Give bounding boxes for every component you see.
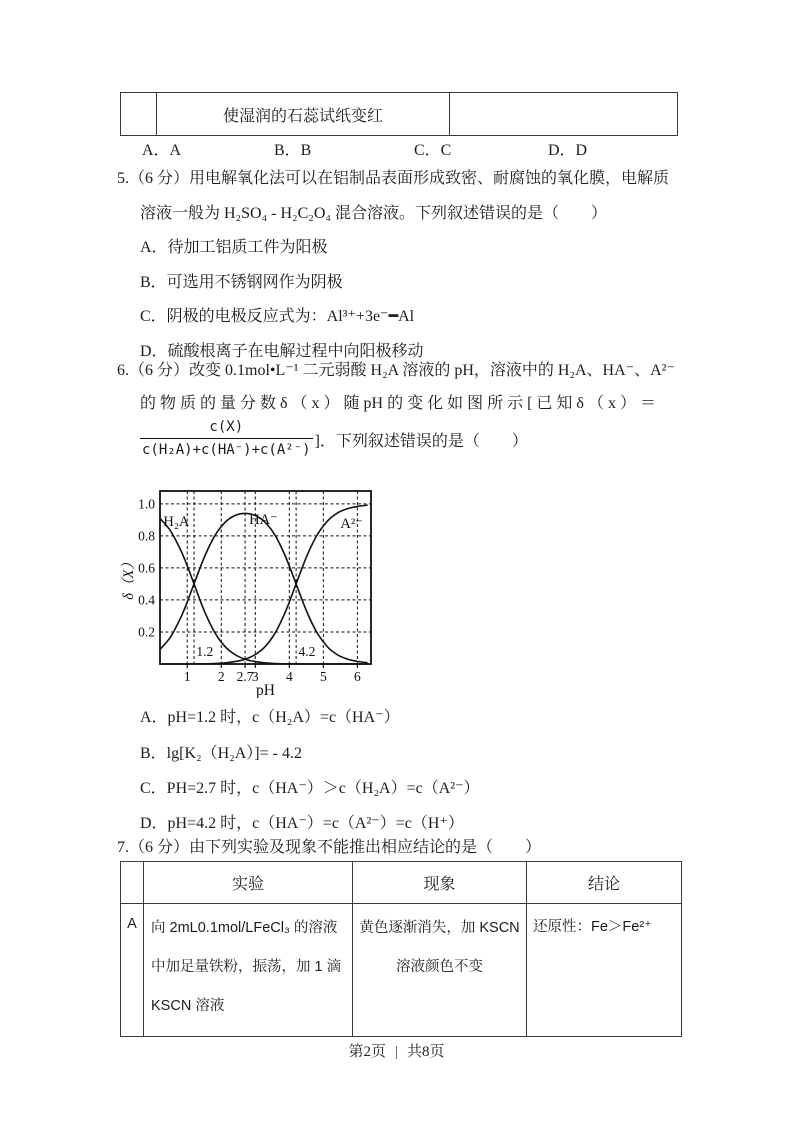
prev-option-a: A．A [142, 142, 182, 159]
q7-row-a-label: A [121, 904, 144, 1037]
annotation: 1.2 [196, 643, 214, 659]
y-tick-label: 0.6 [138, 560, 155, 576]
q7-header-conclusion: 结论 [527, 862, 682, 904]
q6-option-d: D．pH=4.2 时，c（HA⁻）=c（A²⁻）=c（H⁺） [140, 815, 464, 832]
q7-header-experiment: 实验 [144, 862, 353, 904]
q6-option-a: A．pH=1.2 时，c（H₂A）=c（HA⁻） [140, 709, 400, 726]
x-tick-label: 5 [319, 669, 327, 684]
page-footer [0, 1040, 793, 1061]
q6-stem-line1: 6.（6 分）改变 0.1mol•L⁻¹ 二元弱酸 H₂A 溶液的 pH，溶液中的 H₂A、HA⁻、A²⁻ [117, 362, 675, 379]
fraction-numerator: c(X) [209, 419, 244, 435]
y-tick-label: 0.8 [138, 528, 155, 544]
q5-option-a: A．待加工铝质工件为阳极 [140, 239, 328, 256]
curve-label: HA⁻ [249, 511, 278, 528]
y-tick-label: 0.2 [138, 624, 155, 640]
table-cell-label [121, 93, 157, 136]
x-tick-label: 6 [354, 669, 361, 684]
table-row [121, 93, 678, 136]
x-tick-label: 4 [285, 669, 293, 684]
q6-delta-formula [140, 419, 528, 459]
speciation-chart [116, 484, 381, 698]
q7-table-row-a [121, 904, 682, 1037]
prev-option-b: B．B [274, 142, 312, 159]
q5-stem-line1: 5.（6 分）用电解氧化法可以在铝制品表面形成致密、耐腐蚀的氧化膜，电解质 [117, 170, 670, 187]
fraction-denominator: c(H₂A)+c(HA⁻)+c(A²⁻) [140, 438, 313, 459]
q7-stem: 7.（6 分）由下列实验及现象不能推出相应结论的是（ ） [117, 839, 542, 856]
table-cell-phenomenon: 使湿润的石蕊试纸变红 [157, 93, 450, 136]
annotation: 4.2 [298, 643, 316, 659]
q6-option-b: B．lg[K₂（H₂A）]= - 4.2 [140, 745, 302, 762]
curve-A²⁻ [160, 505, 368, 664]
table-cell-empty [450, 93, 678, 136]
q7-row-a-conclusion: 还原性：Fe＞Fe²⁺ [527, 904, 682, 1037]
page-total: 共8页 [407, 1044, 445, 1060]
prev-option-d: D．D [548, 142, 588, 159]
q5-option-c: C．阴极的电极反应式为：Al³⁺+3e⁻━Al [140, 308, 415, 325]
q5-stem-line2: 溶液一般为 H₂SO₄ - H₂C₂O₄ 混合溶液。下列叙述错误的是（ ） [140, 205, 608, 222]
fraction [140, 419, 313, 459]
q6-option-c: C．PH=2.7 时，c（HA⁻）＞c（H₂A）=c（A²⁻） [140, 780, 480, 797]
q7-header-phenomenon: 现象 [353, 862, 527, 904]
q7-table-header-row [121, 862, 682, 904]
q6-stem-line2: 的 物 质 的 量 分 数 δ （ x ） 随 pH 的 变 化 如 图 所 示 [ 已 知 δ （ x ） ＝ [140, 395, 656, 412]
x-axis-label: pH [256, 682, 275, 698]
x-tick-label: 2.7 [236, 669, 254, 684]
y-tick-label: 0.4 [138, 592, 155, 608]
q7-row-a-experiment: 向 2mL0.1mol/LFeCl₃ 的溶液中加足量铁粉，振荡，加 1 滴 KSCN 溶液 [144, 904, 353, 1037]
previous-question-table [120, 92, 678, 136]
q5-option-b: B．可选用不锈钢网作为阴极 [140, 274, 343, 291]
q7-header-corner [121, 862, 144, 904]
x-tick-label: 2 [217, 669, 225, 684]
curve-label: A²⁻ [340, 515, 363, 532]
page-number: 第2页 [348, 1044, 386, 1060]
y-tick-label: 1.0 [138, 496, 155, 512]
x-tick-label: 1 [183, 669, 191, 684]
q6-stem-after-formula: ]．下列叙述错误的是（ ） [314, 432, 528, 450]
q7-row-a-phenomenon: 黄色逐渐消失，加 KSCN 溶液颜色不变 [353, 904, 527, 1037]
prev-option-c: C．C [414, 142, 452, 159]
footer-separator: | [394, 1044, 398, 1060]
curve-label: H₂A [163, 514, 190, 531]
x-tick-label: 3 [251, 669, 259, 684]
q7-table [120, 861, 682, 1037]
y-axis-label: δ（X） [121, 555, 137, 600]
q5-option-d: D．硫酸根离子在电解过程中向阳极移动 [140, 343, 424, 360]
speciation-chart-figure [116, 484, 381, 698]
